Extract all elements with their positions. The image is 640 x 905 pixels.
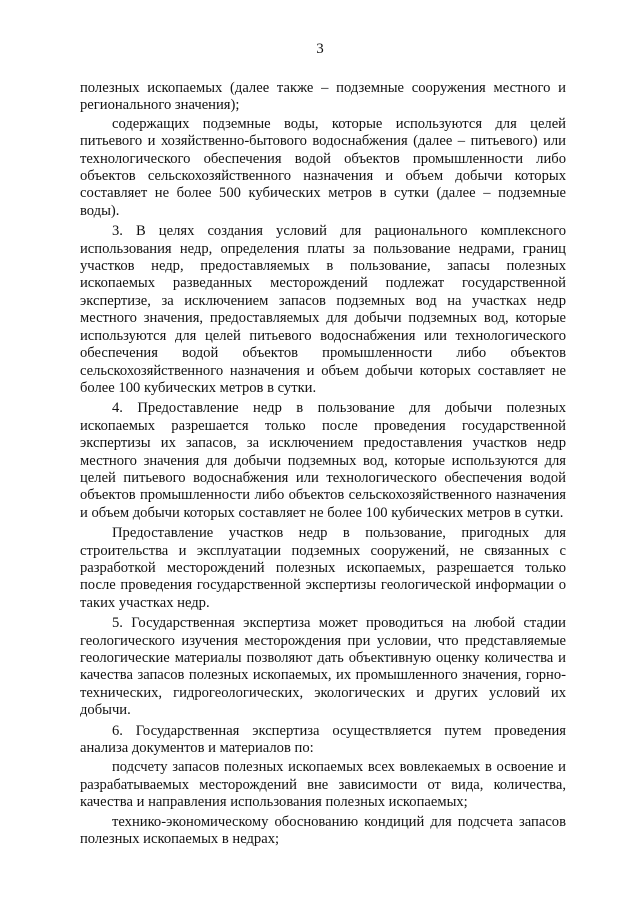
paragraph-feasibility: технико-экономическому обоснованию кондиций для подсчета запасов полезных ископаемых в недрах; xyxy=(80,813,566,848)
paragraph-item-5: 5. Государственная экспертиза может проводиться на любой стадии геологического изучения месторождения при условии, что представляемые геологические материалы позволяют дать объективную оценку количества и качества запасов полезных ископаемых, их промышленного значения, горно-технических, гидрогеологических, экологических и других условий их добычи. xyxy=(80,615,566,719)
paragraph-reserves-count: подсчету запасов полезных ископаемых всех вовлекаемых в освоение и разрабатываемых месторождений вне зависимости от вида, количества, качества и направления использования полезных ископаемых; xyxy=(80,759,566,811)
document-body xyxy=(80,80,566,848)
paragraph-groundwater: содержащих подземные воды, которые используются для целей питьевого и хозяйственно-бытового водоснабжения (далее – питьевого) или технологического обеспечения водой объектов промышленности либо объектов сельскохозяйственного назначения и объем добычи которых составляет не более 500 кубических метров в сутки (далее – подземные воды). xyxy=(80,115,566,219)
paragraph-item-4: 4. Предоставление недр в пользование для добычи полезных ископаемых разрешается только после проведения государственной экспертизы их запасов, за исключением предоставления участков недр местного значения для добычи подземных вод, которые используются для целей питьевого водоснабжения или технологического обеспечения водой объектов промышленности либо объектов сельскохозяйственного назначения и объем добычи которых составляет не более 100 кубических метров в сутки. xyxy=(80,400,566,521)
paragraph-item-6: 6. Государственная экспертиза осуществляется путем проведения анализа документов и материалов по: xyxy=(80,722,566,757)
paragraph-continuation: полезных ископаемых (далее также – подземные сооружения местного и регионального значения); xyxy=(80,80,566,114)
paragraph-item-3: 3. В целях создания условий для рационального комплексного использования недр, определения платы за пользование недрами, границ участков недр, предоставляемых в пользование, запасы полезных ископаемых разведанных месторождений подлежат государственной экспертизе, за исключением запасов подземных вод на участках недр местного значения, предоставляемых для добычи подземных вод, которые используются для целей питьевого водоснабжения или технологического обеспечения водой объектов промышленности либо объектов сельскохозяйственного назначения и объем добычи которых составляет не более 100 кубических метров в сутки. xyxy=(80,223,566,396)
page-number: 3 xyxy=(316,41,324,57)
paragraph-underground-structures: Предоставление участков недр в пользование, пригодных для строительства и эксплуатации подземных сооружений, не связанных с разработкой месторождений полезных ископаемых, разрешается только после проведения государственной экспертизы геологической информации о таких участках недр. xyxy=(80,525,566,611)
